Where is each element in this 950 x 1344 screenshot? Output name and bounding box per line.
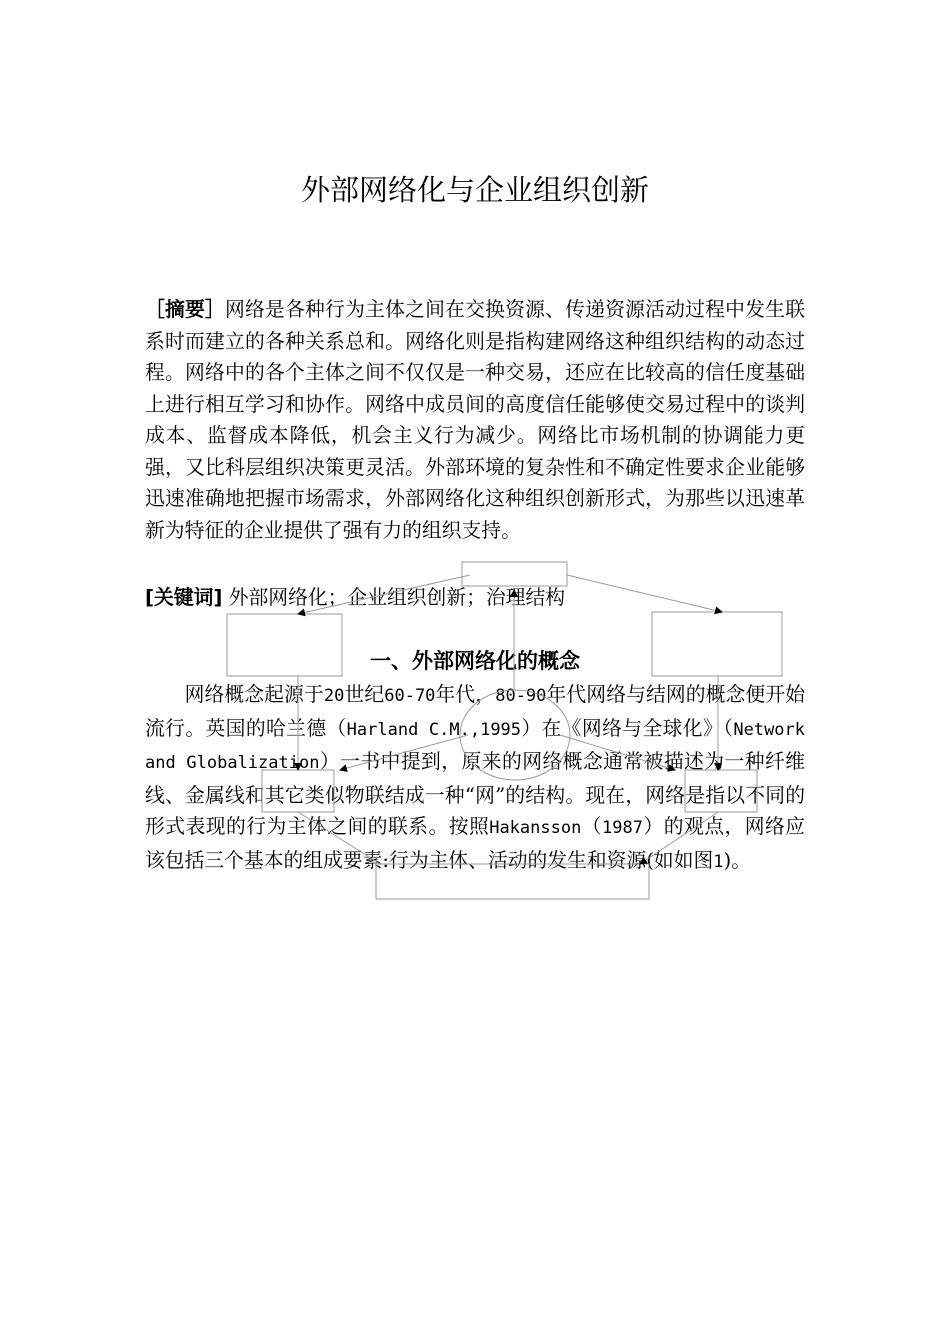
text-run: 网络概念起源于 [184, 683, 324, 706]
text-run: ）一书中提到，原来的网络概念通常被描述为一种纤维线、金属线和其它类似物联结成一种“网”的结构。现在，网络是指以不同的形式表现的行为主体之间的联系。按照 [145, 750, 805, 838]
abstract-paragraph [145, 294, 805, 546]
keywords-text: 外部网络化；企业组织创新；治理结构 [228, 586, 566, 609]
text-run: 1987 [602, 818, 643, 838]
text-run: Network and Globalization [145, 719, 806, 773]
text-run: 年代网络与结网的概念便开始流行。英国的哈兰德（ [145, 683, 805, 740]
text-run: Hakansson [489, 818, 582, 838]
text-run: 60-70 [384, 686, 436, 706]
text-run: ）的观点，网络应该包括三个基本的组成要素:行为主体、活动的发生和资源(如如图 [145, 815, 805, 872]
keywords-label: [关键词] [145, 586, 223, 609]
abstract-label: ［摘要］ [145, 298, 226, 321]
text-run: 20 [323, 686, 345, 706]
text-run: Harland C.M.,1995 [346, 719, 522, 740]
section1-paragraph [145, 679, 805, 878]
text-run: （ [581, 815, 603, 838]
text-run: 1 [713, 851, 724, 872]
abstract-text: 网络是各种行为主体之间在交换资源、传递资源活动过程中发生联系时而建立的各种关系总和。网络化则是指构建网络这种组织结构的动态过程。网络中的各个主体之间不仅仅是一种交易，还应在比较高的信任度基础上进行相互学习和协作。网络中成员间的高度信任能够使交易过程中的谈判成本、监督成本降低，机会主义行为减少。网络比市场机制的协调能力更强，又比科层组织决策更灵活。外部环境的复杂性和不确定性要求企业能够迅速准确地把握市场需求，外部网络化这种组织创新形式，为那些以迅速革新为特征的企业提供了强有力的组织支持。 [145, 298, 805, 542]
text-run: 世纪 [344, 683, 385, 706]
document-title: 外部网络化与企业组织创新 [300, 173, 649, 207]
keywords-paragraph [145, 582, 805, 614]
text-run: ）在《网络与全球化》（ [521, 716, 734, 740]
section-heading: 一、外部网络化的概念 [370, 649, 580, 673]
text-run: 年代， [435, 683, 496, 706]
text-run: )。 [723, 848, 752, 872]
text-run: 80-90 [495, 686, 547, 706]
